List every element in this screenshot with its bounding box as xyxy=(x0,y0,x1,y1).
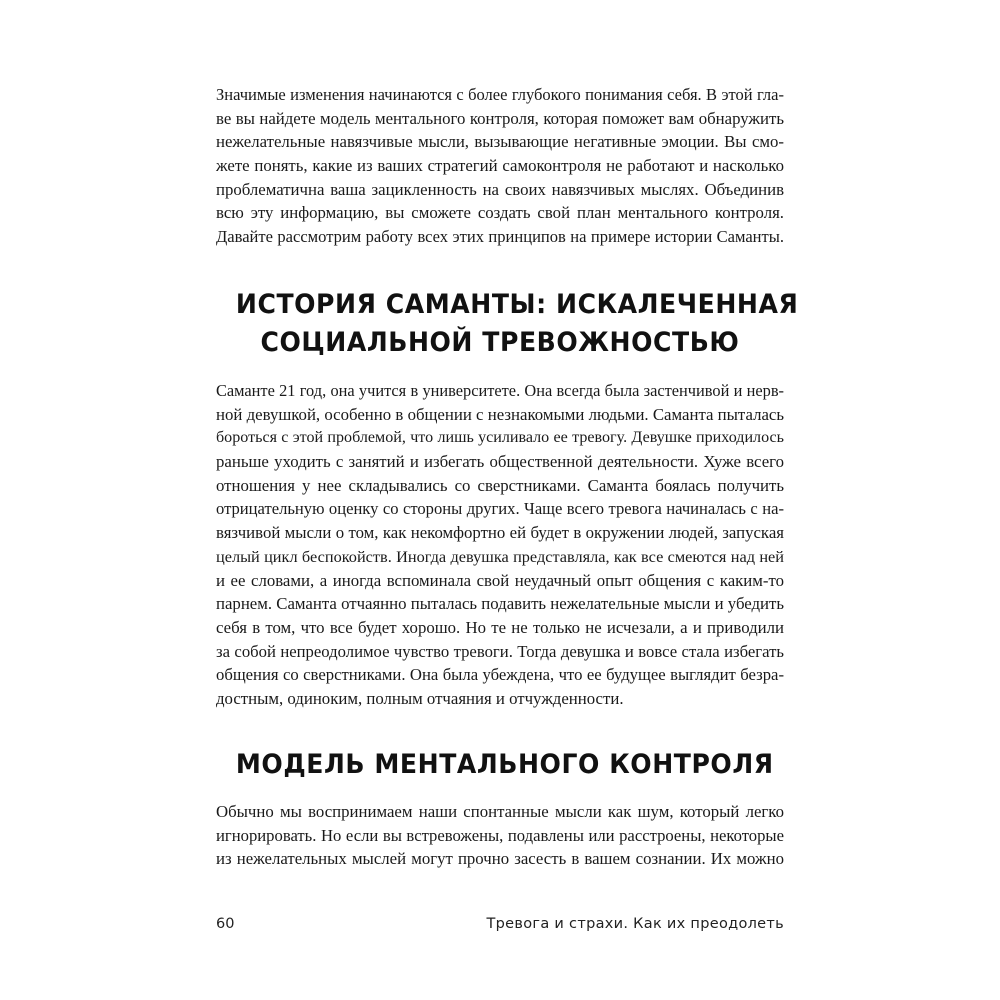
text-line: Давайте рассмотрим работу всех этих принципов на примере истории Саманты. xyxy=(216,227,784,247)
text-line: Значимые изменения начинаются с более глубокого понимания себя. В этой гла- xyxy=(216,85,784,104)
text-line: раньше уходить с занятий и избегать общественной деятельности. Хуже всего xyxy=(216,452,784,472)
text-line: Саманте 21 год, она учится в университете. Она всегда была застенчивой и нерв- xyxy=(216,381,784,400)
section-heading-samantha xyxy=(235,286,799,362)
text-line: жете понять, какие из ваших стратегий самоконтроля не работают и насколько xyxy=(216,156,784,176)
text-line: целый цикл беспокойств. Иногда девушка представляла, как все смеются над ней xyxy=(216,546,784,566)
text-line: и ее словами, а иногда вспоминала свой неудачный опыт общения с каким-то xyxy=(216,570,784,590)
text-line: отношения у нее складывались со сверстниками. Саманта боялась получить xyxy=(216,475,784,495)
page-number: 60 xyxy=(216,916,235,932)
text-line: вязчивой мысли о том, как некомфортно ей будет в окружении людей, запуская xyxy=(216,523,784,543)
text-line: всю эту информацию, вы сможете создать свой план ментального контроля. xyxy=(216,203,784,223)
heading-line: ИСТОРИЯ САМАНТЫ: ИСКАЛЕЧЕННАЯ xyxy=(235,289,799,320)
text-line: ной девушкой, особенно в общении с незнакомыми людьми. Саманта пыталась xyxy=(216,404,784,424)
page-footer xyxy=(216,916,784,940)
heading-line: СОЦИАЛЬНОЙ ТРЕВОЖНОСТЬЮ xyxy=(260,327,740,358)
text-line: Обычно мы воспринимаем наши спонтанные мысли как шум, который легко xyxy=(216,802,784,821)
model-paragraph xyxy=(216,800,784,871)
text-line: отрицательную оценку со стороны других. Чаще всего тревога начиналась с на- xyxy=(216,499,784,519)
text-line: нежелательные навязчивые мысли, вызывающие негативные эмоции. Вы смо- xyxy=(216,132,784,152)
text-line: проблематична ваша зацикленность на своих навязчивых мыслях. Объединив xyxy=(216,179,784,199)
heading-line: МОДЕЛЬ МЕНТАЛЬНОГО КОНТРОЛЯ xyxy=(235,749,774,780)
section-heading-model xyxy=(235,746,774,784)
text-line: бороться с этой проблемой, что лишь усиливало ее тревогу. Девушке приходилось xyxy=(216,429,784,447)
text-line: себя в том, что все будет хорошо. Но те не только не исчезали, а и приводили xyxy=(216,617,784,637)
text-line: игнорировать. Но если вы встревожены, подавлены или расстроены, некоторые xyxy=(216,825,784,845)
running-title: Тревога и страхи. Как их преодолеть xyxy=(486,916,784,932)
text-line: ве вы найдете модель ментального контроля, которая поможет вам обнаружить xyxy=(216,108,784,128)
text-line: общения со сверстниками. Она была убеждена, что ее будущее выглядит безра- xyxy=(216,665,784,685)
text-line: парнем. Саманта отчаянно пыталась подавить нежелательные мысли и убедить xyxy=(216,594,784,614)
intro-paragraph xyxy=(216,83,784,249)
text-line: достным, одиноким, полным отчаяния и отчужденности. xyxy=(216,688,624,708)
text-line: за собой непреодолимое чувство тревоги. Тогда девушка и вовсе стала избегать xyxy=(216,641,784,661)
text-line: из нежелательных мыслей могут прочно засесть в вашем сознании. Их можно xyxy=(216,849,784,869)
samantha-paragraph xyxy=(216,379,784,711)
